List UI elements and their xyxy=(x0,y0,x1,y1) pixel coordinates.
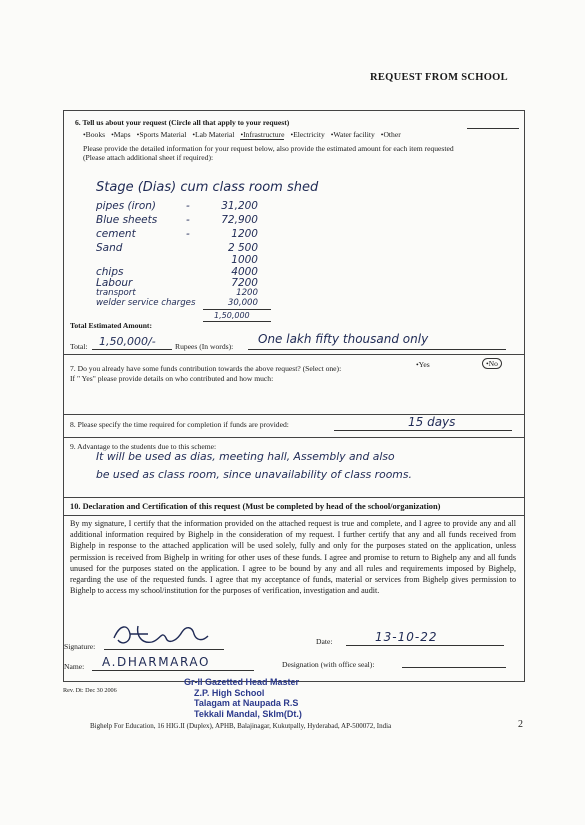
name-value[interactable]: A.DHARMARAO xyxy=(102,655,211,669)
item-amount: 31,200 xyxy=(221,200,258,212)
revision-date: Rev. Dt: Dec 30 2006 xyxy=(63,687,117,694)
option-lab-material[interactable]: • Lab Material xyxy=(192,130,234,140)
total-label: Total: xyxy=(70,342,88,351)
item-name: Sand xyxy=(96,242,123,254)
items-total: 1,50,000 xyxy=(214,311,250,320)
date-underline xyxy=(346,645,504,646)
item-row xyxy=(96,200,258,212)
advantage-line2[interactable]: be used as class room, since unavailability of class rooms. xyxy=(96,468,412,481)
name-label: Name: xyxy=(64,662,85,671)
item-amount: 72,900 xyxy=(221,214,258,226)
advantage-line1[interactable]: It will be used as dias, meeting hall, Assembly and also xyxy=(96,450,395,463)
time-required-value[interactable]: 15 days xyxy=(408,415,456,429)
seal-line2: Z.P. High School xyxy=(194,687,265,698)
item-name: pipes (iron) xyxy=(96,200,157,212)
request-options xyxy=(83,130,401,140)
office-seal xyxy=(184,677,302,719)
signature-label: Signature: xyxy=(64,642,96,651)
total-underline xyxy=(92,349,172,350)
item-row xyxy=(96,228,258,240)
item-name: cement xyxy=(96,228,136,240)
item-amount: 1000 xyxy=(231,254,258,266)
seal-line1: Gr-II Gazetted Head Master xyxy=(184,677,300,687)
no-label: No xyxy=(488,359,498,368)
designation-underline xyxy=(402,667,506,668)
yes-option[interactable]: •Yes xyxy=(416,360,430,369)
item-amount: 7200 xyxy=(231,277,258,289)
divider-7 xyxy=(64,354,524,355)
handwritten-request-title: Stage (Dias) cum class room shed xyxy=(96,180,319,195)
no-option-selected[interactable]: •No xyxy=(482,358,502,369)
item-amount: 1200 xyxy=(236,288,258,298)
item-amount: 2 500 xyxy=(227,242,258,254)
item-row xyxy=(96,288,258,298)
item-row xyxy=(96,254,258,266)
total-value[interactable]: 1,50,000/- xyxy=(99,335,156,348)
signature-image xyxy=(108,620,218,657)
seal-line4: Tekkali Mandal, Sklm(Dt.) xyxy=(194,708,302,719)
item-dash: - xyxy=(186,214,190,226)
time-underline xyxy=(334,430,512,431)
page-number: 2 xyxy=(518,719,523,730)
option-maps[interactable]: • Maps xyxy=(111,130,131,140)
item-name: Labour xyxy=(96,277,133,289)
section7-followup: If " Yes" please provide details on who contributed and how much: xyxy=(70,374,274,383)
item-row xyxy=(96,214,258,226)
section8-question: 8. Please specify the time required for completion if funds are provided: xyxy=(70,420,289,429)
yes-label: Yes xyxy=(418,360,430,369)
form-title: REQUEST FROM SCHOOL xyxy=(370,72,508,83)
divider-10b xyxy=(64,515,524,516)
option-infrastructure[interactable]: • Infrastructure xyxy=(240,130,284,140)
divider-10 xyxy=(64,497,524,498)
item-name: Blue sheets xyxy=(96,214,158,226)
section10-heading: 10. Declaration and Certification of this request (Must be completed by head of the school/organization) xyxy=(70,502,441,511)
item-dash: - xyxy=(186,200,190,212)
section7-question: 7. Do you already have some funds contribution towards the above request? (Select one): xyxy=(70,364,342,373)
instructions-line2: (Please attach additional sheet if required): xyxy=(83,153,214,162)
item-name: chips xyxy=(96,266,124,278)
option-water-facility[interactable]: • Water facility xyxy=(331,130,375,140)
item-amount: 30,000 xyxy=(227,298,258,308)
item-dash: - xyxy=(186,228,190,240)
divider-9 xyxy=(64,437,524,438)
option-other[interactable]: • Other xyxy=(381,130,401,140)
seal-line3: Talagam at Naupada R.S xyxy=(194,698,299,708)
items-sum-rule xyxy=(203,309,271,310)
section9-question: 9. Advantage to the students due to this scheme: xyxy=(70,442,217,451)
items-total-underline xyxy=(203,321,271,322)
rupees-words-value[interactable]: One lakh fifty thousand only xyxy=(258,332,429,346)
item-amount: 4000 xyxy=(231,266,258,278)
rupees-words-underline xyxy=(248,349,506,350)
option-books[interactable]: • Books xyxy=(83,130,105,140)
date-label: Date: xyxy=(316,637,333,646)
item-name: transport xyxy=(96,288,136,298)
item-row xyxy=(96,242,258,254)
rupees-words-label: Rupees (In words): xyxy=(175,342,234,351)
other-underline xyxy=(467,128,519,129)
total-estimated-label: Total Estimated Amount: xyxy=(70,321,152,330)
item-row xyxy=(96,298,258,308)
item-name: welder service charges xyxy=(96,298,196,308)
date-value[interactable]: 13-10-22 xyxy=(375,630,438,644)
option-electricity[interactable]: • Electricity xyxy=(290,130,324,140)
name-underline xyxy=(92,670,254,671)
option-sports-material[interactable]: • Sports Material xyxy=(137,130,187,140)
instructions-line1: Please provide the detailed information for your request below, also provide the estimated amount for each item requested xyxy=(83,144,454,153)
declaration-paragraph: By my signature, I certify that the information provided on the attached request is true and complete, and I agree to provide any and all additional information required by Bighelp in the consideration of my request. I further certify that any and all funds received from Bighelp in response to the attached application will be used solely, fully and only for the purposes stated on the application, unless permission is received from Bighelp in writing for other uses of these funds. I agree and promise to return to Bighelp any and all funds unused for the purposes stated on the application. I agree to be bound by any and all rules and requirements imposed by Bighelp, regarding the use of the requested funds. I agree that my acceptance of funds, material or services from Bighelp gives permission to Bighelp to access my school/institution for the purposes of verification, investigation and audit. xyxy=(70,519,516,596)
footer-address: Bighelp For Education, 16 HIG.II (Duplex), APHB, Balajinagar, Kukutpally, Hyderabad, AP-500072, India xyxy=(90,722,392,730)
item-amount: 1200 xyxy=(231,228,258,240)
designation-label: Designation (with office seal): xyxy=(282,660,375,669)
section6-heading: 6. Tell us about your request (Circle all that apply to your request) xyxy=(75,118,290,127)
